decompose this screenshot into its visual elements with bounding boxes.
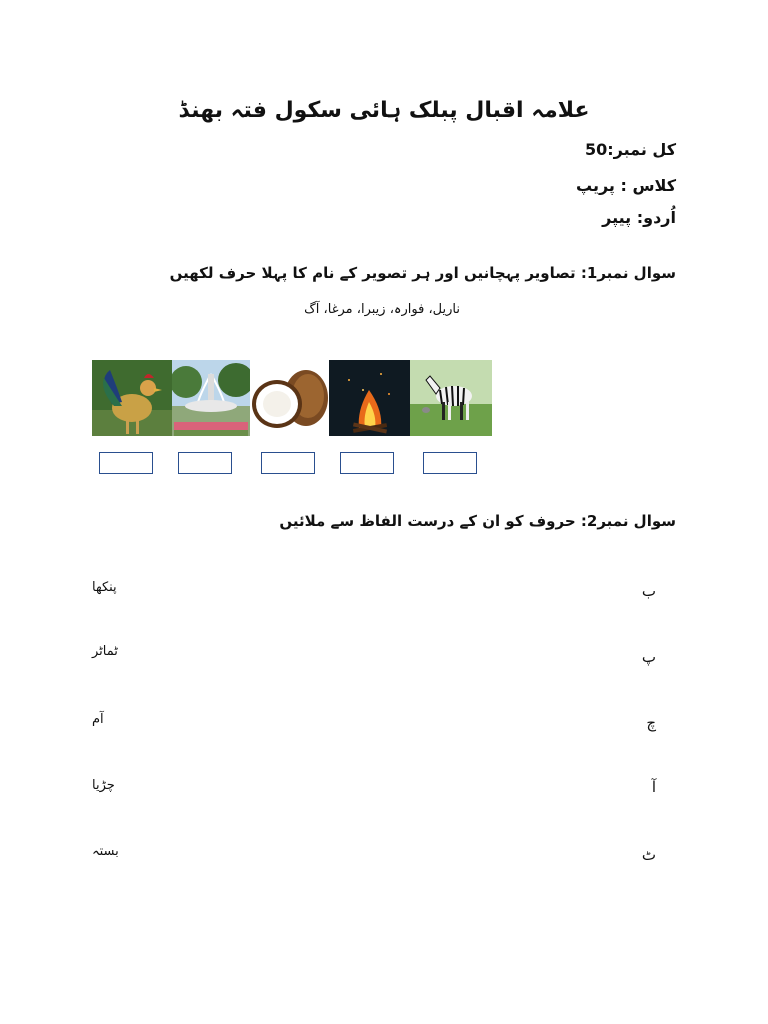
word-item: بستہ — [92, 844, 119, 859]
rooster-icon — [92, 360, 172, 436]
coconut-icon — [250, 360, 329, 436]
letter-item: آ — [651, 778, 656, 796]
word-item: آم — [92, 712, 104, 727]
answer-box-1[interactable] — [99, 452, 153, 474]
zebra-icon — [410, 360, 492, 436]
answer-box-4[interactable] — [340, 452, 394, 474]
question1-heading: سوال نمبر1: تصاویر پہچانیں اور ہر تصویر کے نام کا پہلا حرف لکھیں — [169, 264, 676, 282]
school-title: علامہ اقبال پبلک ہائی سکول فتہ بھنڈ — [178, 98, 590, 123]
word-item: چڑیا — [92, 778, 115, 793]
answer-box-5[interactable] — [423, 452, 477, 474]
class-line: کلاس : پریپ — [576, 176, 676, 195]
letter-item: پ — [641, 648, 656, 666]
picture-strip — [92, 360, 492, 436]
letter-item: چ — [646, 714, 656, 732]
letter-item: ٹ — [641, 846, 656, 864]
answer-box-3[interactable] — [261, 452, 315, 474]
word-item: پنکھا — [92, 580, 117, 595]
word-item: ٹماٹر — [92, 644, 118, 659]
answer-box-2[interactable] — [178, 452, 232, 474]
total-marks: کل نمبر:50 — [584, 140, 676, 159]
letter-item: ب — [641, 582, 656, 600]
question2-heading: سوال نمبر2: حروف کو ان کے درست الفاظ سے ملائیں — [279, 512, 676, 530]
word-bank: ناریل، فوارہ، زیبرا، مرغا، آگ — [304, 302, 460, 317]
fire-icon — [329, 360, 410, 436]
fountain-icon — [172, 360, 250, 436]
subject-line: اُردو: پیپر — [602, 208, 676, 227]
